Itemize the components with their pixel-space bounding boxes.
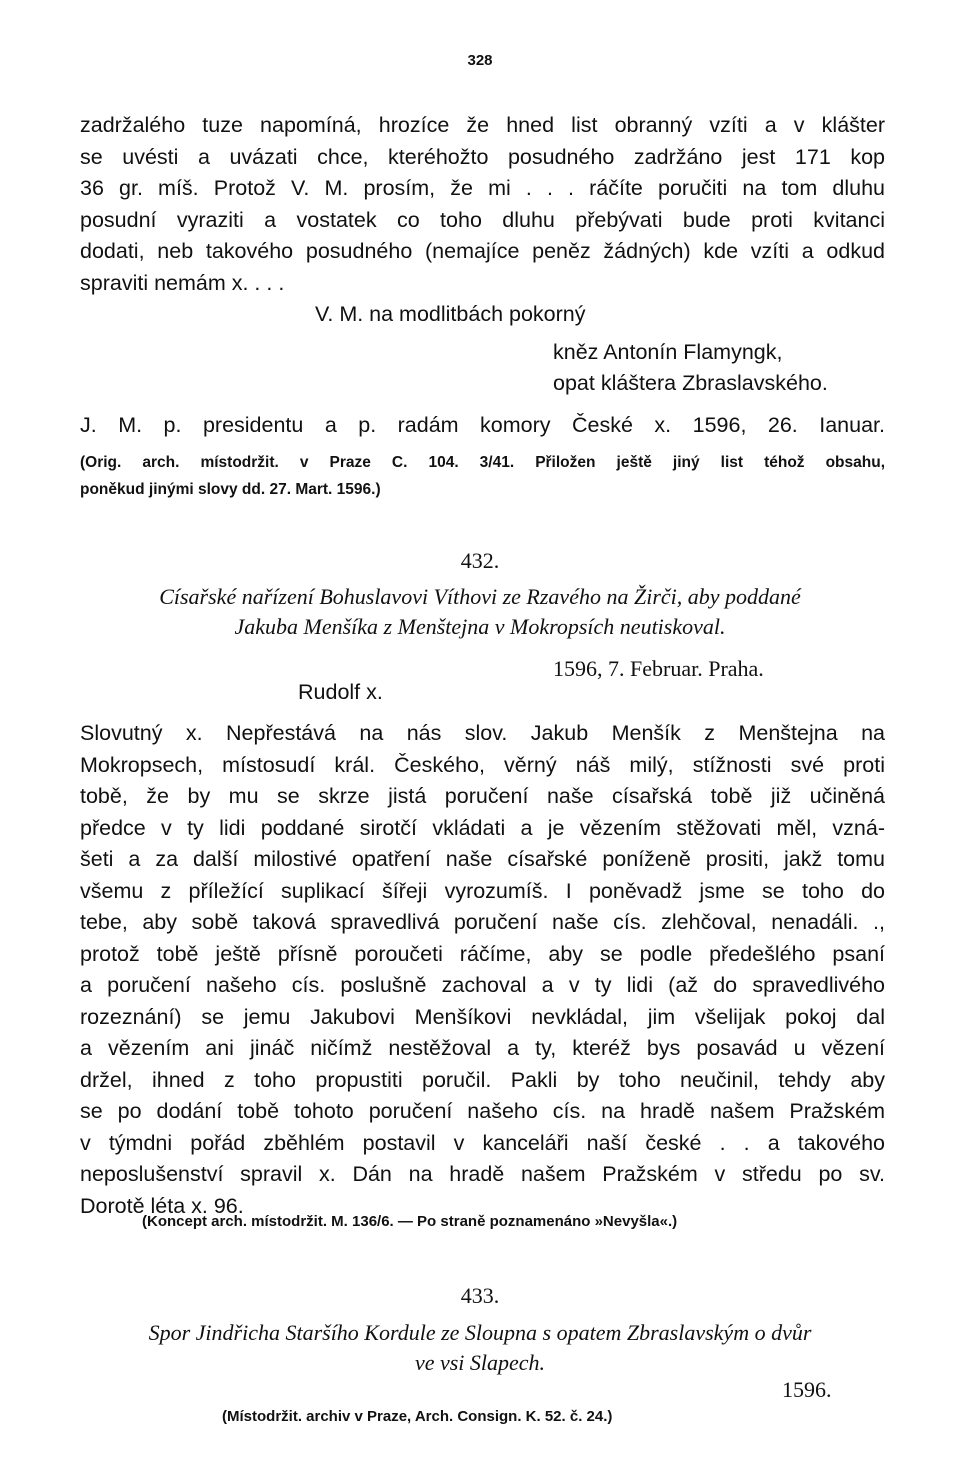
body-line: a vězením ani jináč ničímž nestěžoval a ty, kteréž bys posavád u vězení: [80, 1036, 885, 1060]
intro-line: se uvésti a uvázati chce, kteréhožto posudného zadržáno jest 171 kop: [80, 144, 885, 169]
body-line: šeti a za další milostivé opatření naše císařské poníženě prositi, jakž tomu: [80, 847, 885, 871]
source-note-432: [80, 1208, 885, 1235]
body-line: Mokropsech, místosudí král. Českého, věrný náš milý, stížnosti své proti: [80, 752, 885, 777]
body-line: a poručení našeho cís. poslušně zachoval a v ty lidi (až do spravedlivého: [80, 973, 885, 997]
body-line: tobě, že by mu se skrze jistá poručení naše císařská tobě již učiněná: [80, 784, 885, 808]
document-date-433: 1596.: [782, 1377, 832, 1402]
closing-address: [80, 410, 885, 442]
address-line: J. M. p. presidentu a p. radám komory České x. 1596, 26. Ianuar.: [80, 413, 885, 437]
body-line: tebe, aby sobě taková spravedlivá poručení naše cís. zlehčoval, nenadáli. .,: [80, 910, 885, 934]
body-line: Slovutný x. Nepřestává na nás slov. Jakub Menšík z Menštejna na: [80, 721, 885, 745]
page-number: 328: [467, 52, 493, 69]
body-line: držel, ihned z toho propustiti poručil. Pakli by toho neučinil, tehdy aby: [80, 1067, 885, 1092]
document-body-432: [80, 718, 885, 1222]
intro-line: zadržalého tuze napomíná, hrozíce že hned list obranný vzíti a v klášter: [80, 113, 885, 137]
intro-line: spraviti nemám x. . . .: [80, 270, 285, 295]
source-note-433: (Místodržit. archiv v Praze, Arch. Consign. K. 52. č. 24.): [222, 1408, 613, 1425]
body-line: rozeznání) se jemu Jakubovi Menšíkovi nevkládal, jim všelijak pokoj dal: [80, 1004, 885, 1029]
body-line: protož tobě ještě přísně poroučeti ráčíme, aby se podle předešlého psaní: [80, 941, 885, 966]
body-line: se po dodání tobě tohoto poručení našeho cís. na hradě našem Pražském: [80, 1099, 885, 1123]
closing-salutation: V. M. na modlitbách pokorný: [315, 302, 586, 326]
title-line: ve vsi Slapech.: [414, 1350, 546, 1375]
intro-paragraph: [80, 110, 885, 299]
document-number-433: 433.: [460, 1283, 500, 1308]
note-line: (Orig. arch. místodržit. v Praze C. 104. 3/41. Přiložen ještě jiný list téhož obsahu,: [80, 454, 885, 471]
intro-line: posudní vyraziti a vostatek co toho dluhu přebývati bude proti kvitanci: [80, 207, 885, 232]
closing-signature-name: kněz Antonín Flamyngk,: [553, 340, 783, 364]
body-line: Dorotě léta x. 96.: [80, 1193, 244, 1218]
document-title-433: [0, 1318, 960, 1378]
body-line: v týmdni pořád zběhlém postavil v kanceláři naší české . . a takového: [80, 1130, 885, 1155]
body-line: neposlušenství spravil x. Dán na hradě našem Pražském v středu po sv.: [80, 1162, 885, 1186]
body-line: všemu z příležící suplikací šířeji vyrozumíš. I poněvadž jsme se toho do: [80, 878, 885, 903]
title-line: Spor Jindřicha Staršího Kordule ze Sloupna s opatem Zbraslavským o dvůr: [148, 1320, 812, 1345]
title-line: Císařské nařízení Bohuslavovi Víthovi ze Rzavého na Žirči, aby poddané: [159, 584, 801, 609]
note-line: (Koncept arch. místodržit. M. 136/6. — Po straně poznamenáno »Nevyšla«.): [142, 1213, 678, 1230]
closing-signature-title: opat kláštera Zbraslavského.: [553, 371, 828, 395]
body-line: předce v ty lidi poddané sirotčí vkládati a je vězením stěžovati měl, vzná-: [80, 815, 885, 840]
source-note-431: [80, 449, 885, 503]
note-line: poněkud jinými slovy dd. 27. Mart. 1596.): [80, 481, 381, 498]
intro-line: dodati, neb takového posudného (nemajíce peněz žádných) kde vzíti a odkud: [80, 239, 885, 263]
intro-line: 36 gr. míš. Protož V. M. prosím, že mi . . . ráčíte poručiti na tom dluhu: [80, 176, 885, 200]
document-sender-432: Rudolf x.: [298, 680, 383, 704]
title-line: Jakuba Menšíka z Menštejna v Mokropsích neutiskoval.: [234, 614, 726, 639]
document-number-432: 432.: [460, 548, 500, 573]
document-title-432: [0, 582, 960, 642]
document-date-432: 1596, 7. Februar. Praha.: [553, 656, 764, 681]
